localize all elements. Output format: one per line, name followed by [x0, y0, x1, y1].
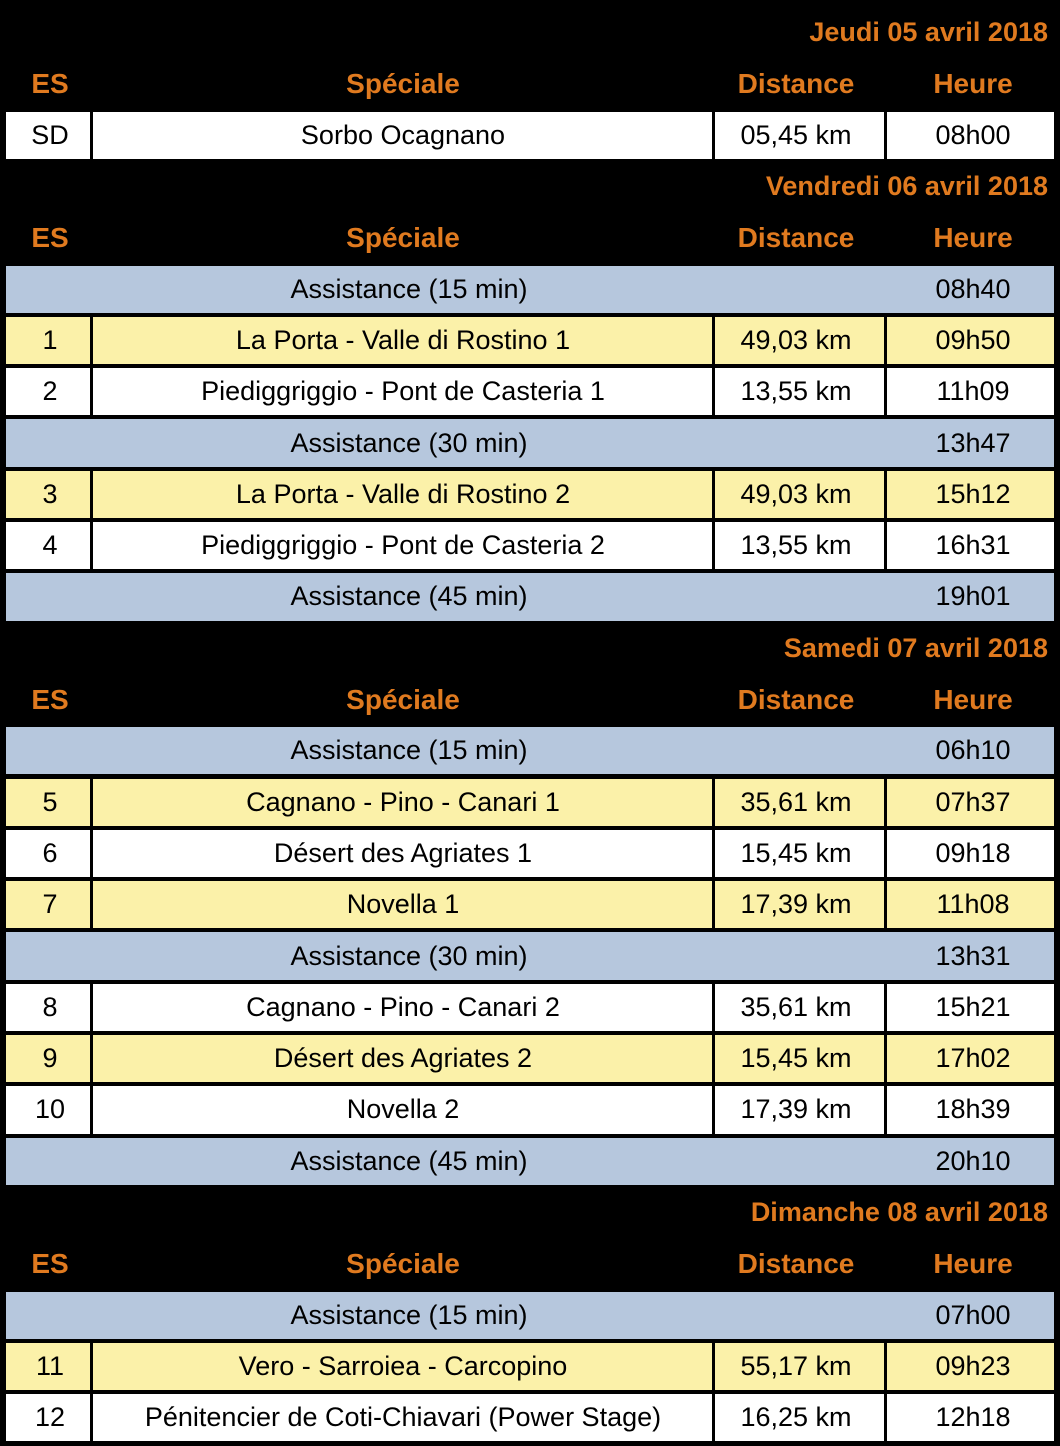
stage-time: 16h31: [935, 530, 1011, 561]
header-speciale: Spéciale: [346, 1247, 460, 1279]
stage-name: Piediggriggio - Pont de Casteria 2: [201, 530, 605, 561]
stage-row: [0, 982, 1060, 1033]
stage-number: SD: [31, 119, 69, 150]
assistance-row: [0, 1136, 1060, 1187]
header-distance: Distance: [737, 67, 855, 99]
stage-number: 1: [42, 324, 58, 355]
stage-distance: 13,55 km: [740, 376, 852, 407]
stage-distance: 35,61 km: [740, 991, 852, 1022]
stage-distance: 13,55 km: [740, 530, 852, 561]
header-heure: Heure: [933, 221, 1013, 253]
stage-time: 07h37: [935, 786, 1011, 817]
assistance-label: Assistance (45 min): [290, 581, 528, 612]
stage-name: Pénitencier de Coti-Chiavari (Power Stage): [144, 1402, 662, 1433]
stage-number: 2: [42, 376, 58, 407]
stage-row: [0, 879, 1060, 930]
stage-time: 11h08: [936, 889, 1010, 920]
stage-name: Novella 1: [346, 889, 460, 920]
stage-number: 3: [42, 478, 58, 509]
stage-time: 15h12: [935, 478, 1011, 509]
stage-name: La Porta - Valle di Rostino 2: [235, 478, 571, 509]
stage-row: [0, 1392, 1060, 1443]
day-title: Jeudi 05 avril 2018: [809, 17, 1048, 48]
assistance-label: Assistance (30 min): [290, 940, 528, 971]
stage-name: Cagnano - Pino - Canari 2: [246, 991, 560, 1022]
column-header-row: [0, 674, 1060, 725]
stage-number: 12: [34, 1402, 66, 1433]
stage-row: [0, 520, 1060, 571]
day-title: Samedi 07 avril 2018: [783, 632, 1048, 663]
assistance-label: Assistance (15 min): [290, 1299, 528, 1330]
assistance-time: 13h47: [935, 427, 1011, 458]
stage-row: [0, 828, 1060, 879]
stage-row: [0, 1341, 1060, 1392]
stage-name: Sorbo Ocagnano: [300, 119, 506, 150]
assistance-time: 13h31: [935, 940, 1011, 971]
column-header-row: [0, 58, 1060, 109]
header-distance: Distance: [737, 221, 855, 253]
stage-time: 09h50: [935, 324, 1011, 355]
stage-distance: 05,45 km: [740, 119, 852, 150]
stage-time: 11h09: [936, 376, 1010, 407]
header-speciale: Spéciale: [346, 683, 460, 715]
stage-name: Novella 2: [346, 1094, 460, 1125]
stage-distance: 35,61 km: [740, 786, 852, 817]
stage-time: 17h02: [935, 1043, 1011, 1074]
stage-name: Piediggriggio - Pont de Casteria 1: [201, 376, 605, 407]
stage-distance: 49,03 km: [740, 478, 852, 509]
assistance-label: Assistance (30 min): [290, 427, 528, 458]
stage-time: 09h18: [935, 837, 1011, 868]
stage-number: 10: [34, 1094, 66, 1125]
stage-name: Vero - Sarroiea - Carcopino: [238, 1350, 568, 1381]
stage-row: [0, 366, 1060, 417]
stage-row: [0, 110, 1060, 161]
assistance-label: Assistance (15 min): [290, 273, 528, 304]
header-heure: Heure: [933, 1247, 1013, 1279]
header-es: ES: [31, 67, 69, 99]
header-es: ES: [31, 221, 69, 253]
stage-row: [0, 1084, 1060, 1135]
day-title: Vendredi 06 avril 2018: [765, 171, 1048, 202]
stage-distance: 15,45 km: [740, 1043, 852, 1074]
stage-time: 09h23: [935, 1350, 1011, 1381]
stage-name: La Porta - Valle di Rostino 1: [235, 324, 571, 355]
assistance-row: [0, 1290, 1060, 1341]
assistance-label: Assistance (15 min): [290, 735, 528, 766]
header-distance: Distance: [737, 1247, 855, 1279]
header-heure: Heure: [933, 67, 1013, 99]
stage-number: 6: [42, 837, 58, 868]
stage-time: 15h21: [935, 991, 1011, 1022]
stage-number: 11: [35, 1350, 65, 1381]
stage-number: 5: [42, 786, 58, 817]
assistance-time: 07h00: [935, 1299, 1011, 1330]
stage-time: 08h00: [935, 119, 1011, 150]
assistance-time: 08h40: [935, 273, 1011, 304]
assistance-row: [0, 930, 1060, 981]
stage-number: 4: [42, 530, 58, 561]
assistance-time: 19h01: [935, 581, 1011, 612]
stage-name: Désert des Agriates 2: [273, 1043, 533, 1074]
stage-number: 7: [42, 889, 58, 920]
column-header-row: [0, 212, 1060, 263]
stage-distance: 15,45 km: [740, 837, 852, 868]
assistance-time: 20h10: [935, 1145, 1011, 1176]
assistance-row: [0, 417, 1060, 468]
stage-time: 12h18: [935, 1402, 1011, 1433]
stage-distance: 17,39 km: [740, 1094, 852, 1125]
header-heure: Heure: [933, 683, 1013, 715]
assistance-row: [0, 571, 1060, 622]
assistance-row: [0, 264, 1060, 315]
header-distance: Distance: [737, 683, 855, 715]
assistance-label: Assistance (45 min): [290, 1145, 528, 1176]
stage-row: [0, 315, 1060, 366]
assistance-row: [0, 725, 1060, 776]
stage-distance: 16,25 km: [740, 1402, 852, 1433]
stage-name: Cagnano - Pino - Canari 1: [246, 786, 560, 817]
stage-name: Désert des Agriates 1: [273, 837, 533, 868]
assistance-time: 06h10: [935, 735, 1011, 766]
stage-number: 9: [42, 1043, 58, 1074]
stage-row: [0, 777, 1060, 828]
header-speciale: Spéciale: [346, 67, 460, 99]
stage-number: 8: [42, 991, 58, 1022]
stage-row: [0, 1033, 1060, 1084]
header-speciale: Spéciale: [346, 221, 460, 253]
day-title: Dimanche 08 avril 2018: [750, 1197, 1048, 1228]
header-es: ES: [31, 683, 69, 715]
stage-distance: 17,39 km: [740, 889, 852, 920]
stage-row: [0, 469, 1060, 520]
stage-time: 18h39: [935, 1094, 1011, 1125]
stage-distance: 49,03 km: [740, 324, 852, 355]
column-header-row: [0, 1238, 1060, 1289]
stage-distance: 55,17 km: [740, 1350, 852, 1381]
header-es: ES: [31, 1247, 69, 1279]
